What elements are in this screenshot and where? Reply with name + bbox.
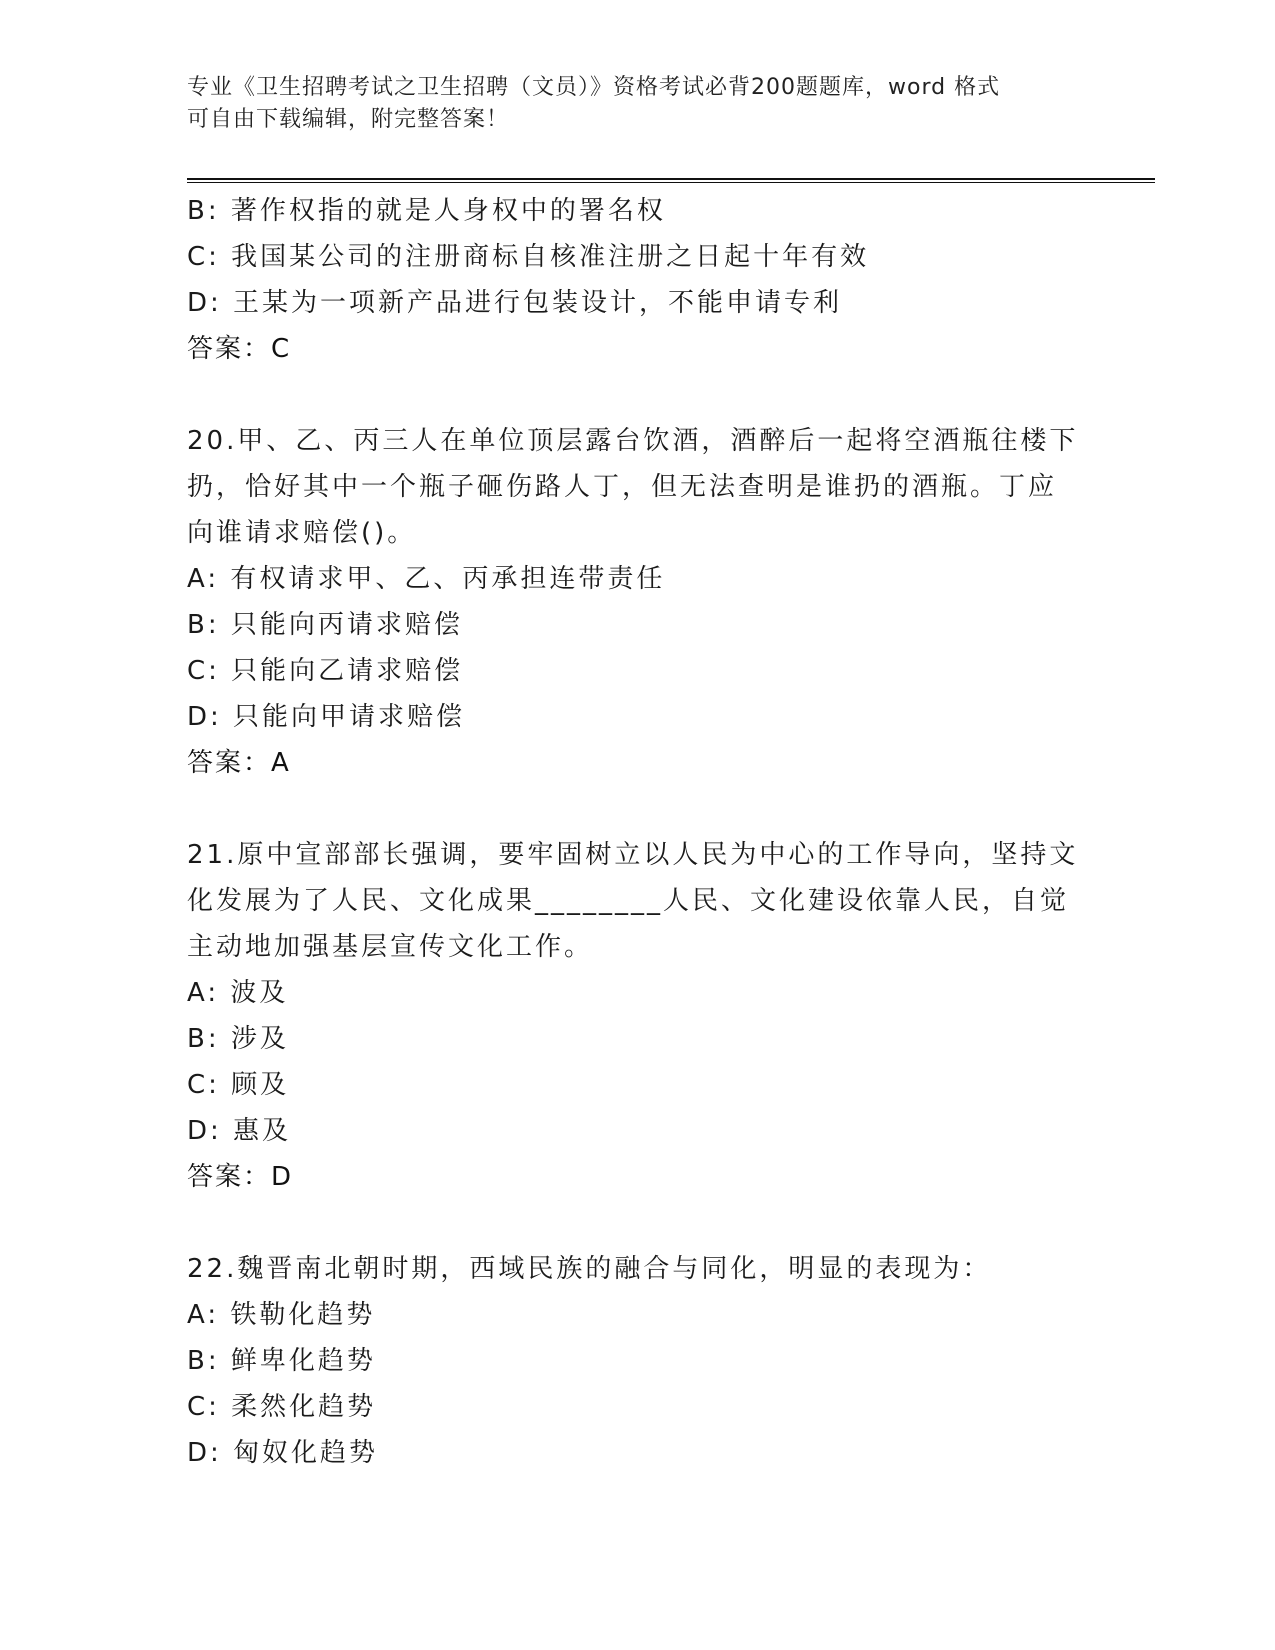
- question-21: [187, 832, 1087, 1200]
- spacer: [187, 1200, 1087, 1246]
- option-b: B: 涉及: [187, 1024, 289, 1054]
- header-title-line-1: 专业《卫生招聘考试之卫生招聘（文员）》资格考试必背200题题库，word 格式: [187, 75, 1001, 100]
- option-c: C: 只能向乙请求赔偿: [187, 656, 464, 686]
- option-b: B: 著作权指的就是人身权中的署名权: [187, 196, 666, 226]
- option-c: C: 我国某公司的注册商标自核准注册之日起十年有效: [187, 242, 870, 272]
- question-22: [187, 1246, 1087, 1476]
- question-20: [187, 418, 1087, 786]
- option-d: D: 王某为一项新产品进行包装设计，不能申请专利: [187, 288, 843, 318]
- option-a: A: 波及: [187, 978, 289, 1008]
- header-divider: [187, 178, 1155, 183]
- spacer: [187, 372, 1087, 418]
- question-19-tail: [187, 188, 1087, 372]
- option-c: C: 顾及: [187, 1070, 290, 1100]
- option-d: D: 只能向甲请求赔偿: [187, 702, 466, 732]
- option-a: A: 铁勒化趋势: [187, 1300, 376, 1330]
- header-title-line-2: 可自由下载编辑，附完整答案！: [187, 107, 510, 132]
- question-text-line: 扔，恰好其中一个瓶子砸伤路人丁，但无法查明是谁扔的酒瓶。丁应: [187, 472, 1058, 502]
- document-body: [187, 188, 1087, 1476]
- option-d: D: 匈奴化趋势: [187, 1438, 379, 1468]
- answer: 答案：C: [187, 334, 292, 364]
- question-text-line: 向谁请求赔偿()。: [187, 518, 417, 548]
- option-a: A: 有权请求甲、乙、丙承担连带责任: [187, 564, 666, 594]
- spacer: [187, 786, 1087, 832]
- question-text-line: 主动地加强基层宣传文化工作。: [187, 932, 594, 962]
- document-header: [187, 72, 1067, 136]
- option-d: D: 惠及: [187, 1116, 292, 1146]
- option-c: C: 柔然化趋势: [187, 1392, 377, 1422]
- question-text-line: 化发展为了人民、文化成果________人民、文化建设依靠人民，自觉: [187, 886, 1070, 916]
- question-text-line: 21.原中宣部部长强调，要牢固树立以人民为中心的工作导向，坚持文: [187, 840, 1079, 870]
- option-b: B: 鲜卑化趋势: [187, 1346, 376, 1376]
- answer: 答案：D: [187, 1162, 294, 1192]
- question-text-line: 22.魏晋南北朝时期，西域民族的融合与同化，明显的表现为：: [187, 1254, 992, 1284]
- question-text-line: 20.甲、乙、丙三人在单位顶层露台饮酒，酒醉后一起将空酒瓶往楼下: [187, 426, 1079, 456]
- option-b: B: 只能向丙请求赔偿: [187, 610, 463, 640]
- answer: 答案：A: [187, 748, 291, 778]
